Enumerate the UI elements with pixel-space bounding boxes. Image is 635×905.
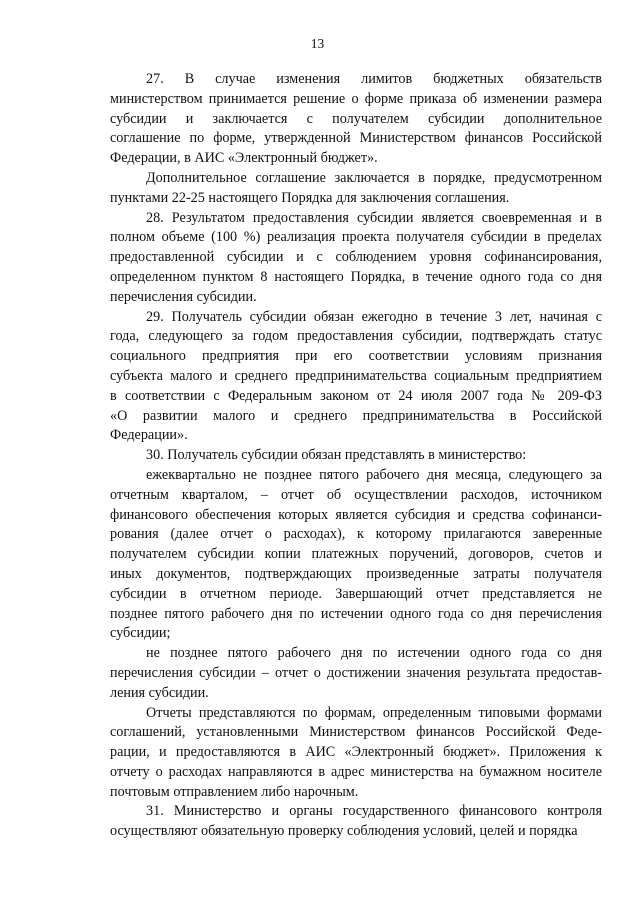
paragraph-line: соглашение по форме, утвержденной Министерством финансов Российской: [110, 130, 602, 147]
paragraph-line: в соответствии с Федеральным законом от 24 июля 2007 года № 209-ФЗ: [110, 387, 602, 404]
paragraph-line: Федерации».: [110, 427, 188, 444]
page-number: 13: [310, 36, 325, 51]
paragraph-line: субсидии;: [110, 625, 171, 642]
paragraph-line: ления субсидии.: [110, 684, 209, 701]
paragraph-line: 30. Получатель субсидии обязан представлять в министерство:: [146, 447, 527, 464]
paragraph-line: социального предприятия при его соответствии условиям признания: [110, 348, 602, 365]
paragraph-line: не позднее пятого рабочего дня по истечении одного года со дня: [146, 645, 602, 662]
paragraph-line: иных документов, подтверждающих произведенные затраты получателя: [110, 565, 602, 582]
paragraph-line: рования (далее отчет о расходах), к которому прилагаются заверенные: [110, 526, 602, 543]
paragraph-line: субсидии и заключается с получателем субсидии дополнительное: [110, 110, 602, 127]
paragraph-line: 31. Министерство и органы государственного финансового контроля: [146, 803, 602, 820]
paragraph-line: соглашений, установленными Министерством финансов Российской Феде-: [110, 724, 602, 741]
paragraph-line: субъекта малого и среднего предпринимательства социальным предприятием: [110, 367, 602, 384]
paragraph-p30-result: [110, 644, 602, 703]
paragraph-p31: [110, 802, 602, 842]
paragraph-line: «О развитии малого и среднего предпринимательства в Российской: [110, 407, 602, 424]
paragraph-p29: [110, 308, 602, 447]
paragraph-line: рации, и предоставляются в АИС «Электронный бюджет». Приложения к: [110, 744, 602, 761]
paragraph-line: ежеквартально не позднее пятого рабочего дня месяца, следующего за: [146, 466, 602, 483]
paragraph-line: министерством принимается решение о форме приказа об изменении размера: [110, 90, 602, 107]
paragraph-line: финансового обеспечения которых является субсидия и средства софинанси-: [110, 506, 602, 523]
paragraph-line: предоставленной субсидии и с соблюдением уровня софинансирования,: [110, 249, 602, 266]
paragraph-line: отчету о расходах направляются в адрес министерства на бумажном носителе: [110, 763, 602, 780]
paragraph-p27: [110, 70, 602, 169]
paragraph-line: Отчеты представляются по формам, определенным типовыми формами: [146, 704, 602, 721]
paragraph-line: года, следующего за годом предоставления субсидии, подтверждать статус: [110, 328, 602, 345]
paragraph-p30-forms: [110, 704, 602, 803]
paragraph-line: осуществляют обязательную проверку соблюдения условий, целей и порядка: [110, 823, 578, 840]
paragraph-line: позднее пятого рабочего дня по истечении одного года со дня перечисления: [110, 605, 602, 622]
document-body: [110, 70, 602, 842]
paragraph-line: Дополнительное соглашение заключается в порядке, предусмотренном: [146, 169, 602, 186]
paragraph-line: определенном пунктом 8 настоящего Порядка, в течение одного года со дня: [110, 268, 602, 285]
paragraph-line: субсидии в отчетном периоде. Завершающий отчет представляется не: [110, 585, 602, 602]
paragraph-line: полном объеме (100 %) реализация проекта получателя субсидии в пределах: [110, 229, 602, 246]
paragraph-p28: [110, 209, 602, 308]
paragraph-p27-additional: [110, 169, 602, 209]
paragraph-line: Федерации, в АИС «Электронный бюджет».: [110, 150, 378, 167]
paragraph-line: 27. В случае изменения лимитов бюджетных обязательств: [146, 71, 602, 87]
paragraph-p30: [110, 446, 602, 466]
paragraph-line: пунктами 22-25 настоящего Порядка для заключения соглашения.: [110, 189, 510, 206]
paragraph-line: перечисления субсидии.: [110, 288, 257, 305]
paragraph-line: почтовым отправлением либо нарочным.: [110, 783, 359, 800]
paragraph-p30-quarterly: [110, 466, 602, 644]
paragraph-line: отчетным кварталом, – отчет об осуществлении расходов, источником: [110, 486, 602, 503]
paragraph-line: перечисления субсидии – отчет о достижении значения результата предостав-: [110, 664, 602, 681]
paragraph-line: 28. Результатом предоставления субсидии является своевременная и в: [146, 209, 602, 226]
paragraph-line: 29. Получатель субсидии обязан ежегодно в течение 3 лет, начиная с: [146, 308, 602, 325]
paragraph-line: получателем субсидии копии платежных поручений, договоров, счетов и: [110, 546, 602, 563]
